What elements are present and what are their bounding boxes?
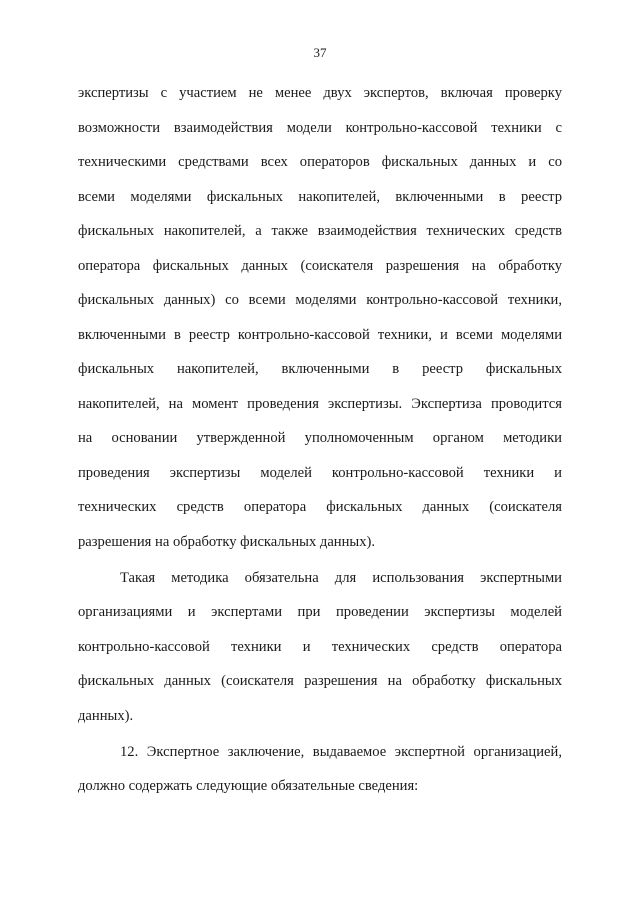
text-line: разрешения на обработку фискальных данных). (78, 533, 376, 550)
text-line: фискальных данных (соискателя разрешения на обработку фискальных (78, 673, 562, 689)
text-line: контрольно-кассовой техники и технических средств оператора (78, 638, 562, 655)
paragraph-2 (78, 561, 562, 734)
text-line: 12. Экспертное заключение, выдаваемое экспертной организацией, (120, 743, 562, 760)
text-line: организациями и экспертами при проведении экспертизы моделей (78, 604, 562, 620)
paragraph-1 (78, 76, 562, 559)
text-line: возможности взаимодействия модели контрольно-кассовой техники с (78, 119, 562, 136)
text-line: техническими средствами всех операторов фискальных данных и со (78, 154, 562, 170)
text-line: на основании утвержденной уполномоченным органом методики (78, 430, 562, 446)
text-line: данных). (78, 707, 134, 724)
text-line: накопителей, на момент проведения экспертизы. Экспертиза проводится (78, 395, 562, 412)
text-line: технических средств оператора фискальных данных (соискателя (78, 499, 562, 515)
document-body (78, 76, 562, 804)
page-number: 37 (313, 45, 327, 60)
text-line: всеми моделями фискальных накопителей, включенными в реестр (78, 188, 562, 205)
text-line: должно содержать следующие обязательные сведения: (78, 778, 419, 794)
text-line: Такая методика обязательна для использования экспертными (120, 569, 562, 586)
text-line: фискальных накопителей, а также взаимодействия технических средств (78, 223, 562, 239)
text-line: включенными в реестр контрольно-кассовой техники, и всеми моделями (78, 326, 562, 343)
text-line: фискальных накопителей, включенными в реестр фискальных (78, 361, 562, 377)
text-line: экспертизы с участием не менее двух экспертов, включая проверку (78, 85, 562, 101)
text-line: проведения экспертизы моделей контрольно-кассовой техники и (78, 464, 562, 481)
text-line: оператора фискальных данных (соискателя разрешения на обработку (78, 257, 562, 274)
paragraph-3 (78, 735, 562, 804)
text-line: фискальных данных) со всеми моделями контрольно-кассовой техники, (78, 292, 562, 308)
